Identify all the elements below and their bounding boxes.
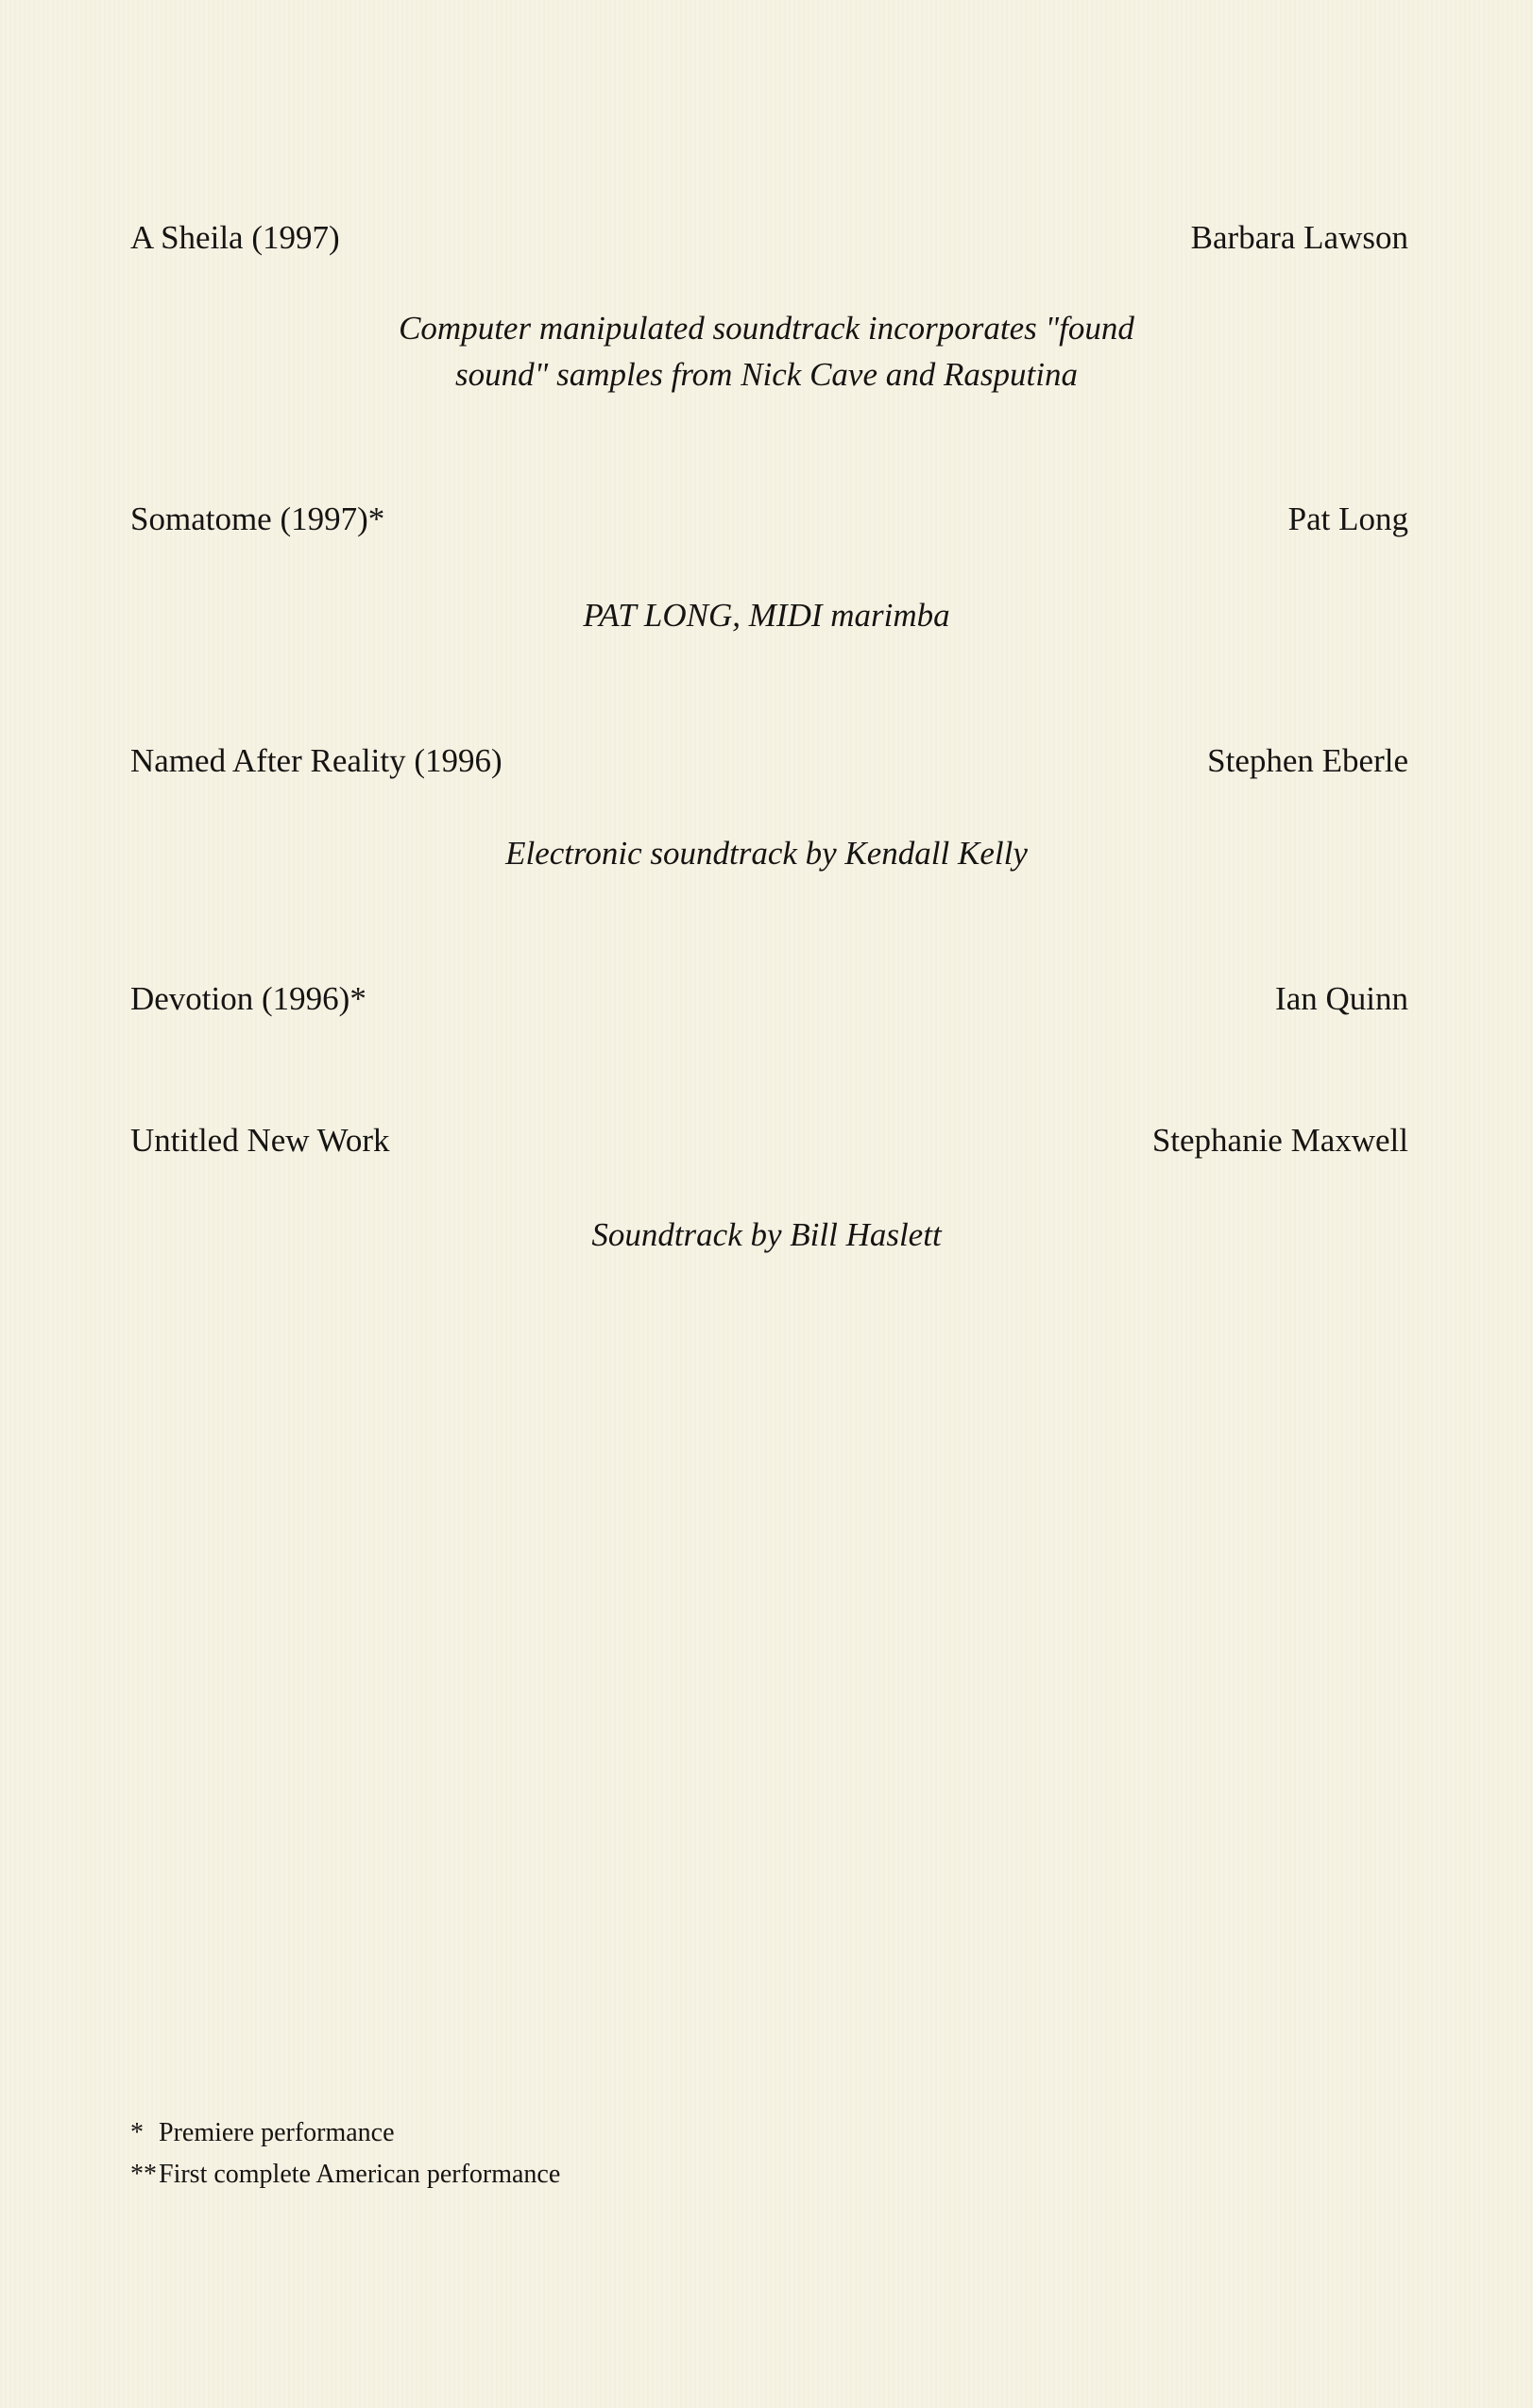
- program-entry: [130, 742, 1408, 784]
- work-title: A Sheila (1997): [130, 219, 340, 256]
- work-title: Somatome (1997)*: [130, 500, 385, 537]
- composer-name: Ian Quinn: [1275, 980, 1408, 1017]
- work-note: PAT LONG, MIDI marimba: [583, 597, 950, 634]
- work-title: Untitled New Work: [130, 1122, 390, 1159]
- work-title: Devotion (1996)*: [130, 980, 366, 1017]
- program-entry: [130, 980, 1408, 1022]
- work-title: Named After Reality (1996): [130, 742, 502, 779]
- work-note: sound" samples from Nick Cave and Rasputina: [455, 356, 1078, 393]
- composer-name: Stephanie Maxwell: [1151, 1122, 1408, 1159]
- footnote-text: First complete American performance: [159, 2160, 561, 2189]
- work-note: Computer manipulated soundtrack incorporates "found: [399, 310, 1134, 347]
- composer-name: Barbara Lawson: [1190, 219, 1408, 256]
- work-note: Soundtrack by Bill Haslett: [591, 1216, 942, 1253]
- program-entry: [130, 1122, 1408, 1163]
- footnote-mark: *: [130, 2118, 144, 2147]
- program-entry: [130, 500, 1408, 542]
- footnote-mark: **: [130, 2160, 157, 2189]
- work-note: Electronic soundtrack by Kendall Kelly: [505, 835, 1028, 872]
- footnote-text: Premiere performance: [159, 2118, 395, 2147]
- composer-name: Stephen Eberle: [1207, 742, 1408, 779]
- footnote-premiere: [130, 2118, 395, 2148]
- composer-name: Pat Long: [1287, 500, 1408, 537]
- footnote-american: [130, 2160, 560, 2190]
- program-entry: [130, 219, 1408, 261]
